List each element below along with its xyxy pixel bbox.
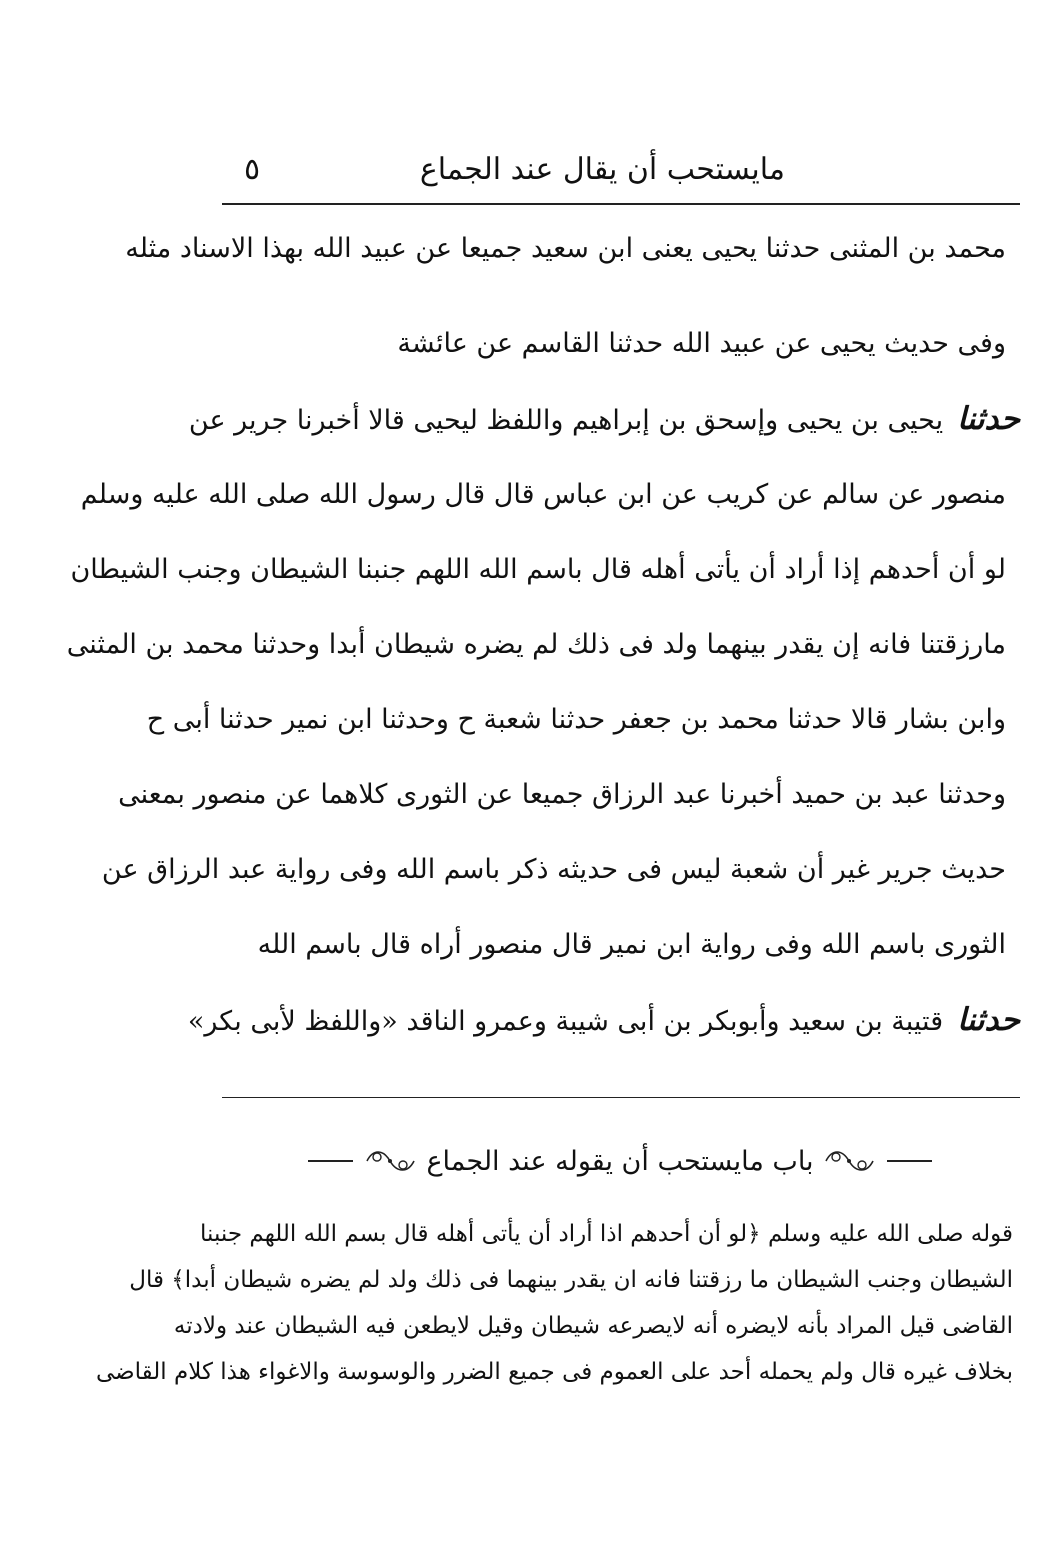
commentary-line: بخلاف غيره قال ولم يحمله أحد على العموم فى جميع الضرر والوسوسة والاغواء هذا كلام القاضى xyxy=(95,1359,1013,1385)
lead-word: حدثنا xyxy=(957,1002,1020,1038)
commentary-heading xyxy=(275,1138,965,1184)
text-line: محمد بن المثنى حدثنا يحيى يعنى ابن سعيد جميعا عن عبيد الله بهذا الاسناد مثله xyxy=(125,233,1006,264)
running-title: مايستحب أن يقال عند الجماع xyxy=(419,152,785,187)
floral-ornament-icon xyxy=(363,1147,418,1175)
text-line: لو أن أحدهم إذا أراد أن يأتى أهله قال باسم الله اللهم جنبنا الشيطان وجنب الشيطان xyxy=(70,554,1006,585)
commentary-line: الشيطان وجنب الشيطان ما رزقتنا فانه ان يقدر بينهما فى ذلك ولد لم يضره شيطان أبدا﴾ قال xyxy=(129,1267,1013,1293)
text-line: وحدثنا عبد بن حميد أخبرنا عبد الرزاق جميعا عن الثورى كلاهما عن منصور بمعنى xyxy=(118,779,1006,810)
commentary-line: قوله صلى الله عليه وسلم ﴿لو أن أحدهم اذا أراد أن يأتى أهله قال بسم الله اللهم جنبنا xyxy=(200,1221,1013,1247)
heading-dash xyxy=(887,1160,932,1162)
text-line: منصور عن سالم عن كريب عن ابن عباس قال قال رسول الله صلى الله عليه وسلم xyxy=(80,479,1006,510)
page-header xyxy=(222,148,1020,200)
text-line: مارزقتنا فانه إن يقدر بينهما ولد فى ذلك لم يضره شيطان أبدا وحدثنا محمد بن المثنى xyxy=(66,629,1006,660)
section-rule xyxy=(222,1097,1020,1098)
text-line: حدثناقتيبة بن سعيد وأبوبكر بن أبى شيبة وعمرو الناقد «واللفظ لأبى بكر» xyxy=(187,1002,1020,1038)
commentary-title: باب مايستحب أن يقوله عند الجماع xyxy=(426,1145,814,1177)
text-line: وفى حديث يحيى عن عبيد الله حدثنا القاسم عن عائشة xyxy=(397,328,1006,359)
lead-word: حدثنا xyxy=(957,401,1020,437)
page-number: ٥ xyxy=(244,152,261,187)
text-line: وابن بشار قالا حدثنا محمد بن جعفر حدثنا شعبة ح وحدثنا ابن نمير حدثنا أبى ح xyxy=(146,704,1006,735)
header-rule xyxy=(222,203,1020,205)
text-line: حديث جرير غير أن شعبة ليس فى حديثه ذكر باسم الله وفى رواية عبد الرزاق عن xyxy=(101,854,1006,885)
text-line: الثورى باسم الله وفى رواية ابن نمير قال منصور أراه قال باسم الله xyxy=(257,929,1006,960)
text-line: حدثنايحيى بن يحيى وإسحق بن إبراهيم واللفظ ليحيى قالا أخبرنا جرير عن xyxy=(188,401,1020,437)
commentary-line: القاضى قيل المراد بأنه لايضره أنه لايصرعه شيطان وقيل لايطعن فيه الشيطان عند ولادته xyxy=(173,1313,1013,1339)
floral-ornament-icon xyxy=(822,1147,877,1175)
heading-dash xyxy=(308,1160,353,1162)
